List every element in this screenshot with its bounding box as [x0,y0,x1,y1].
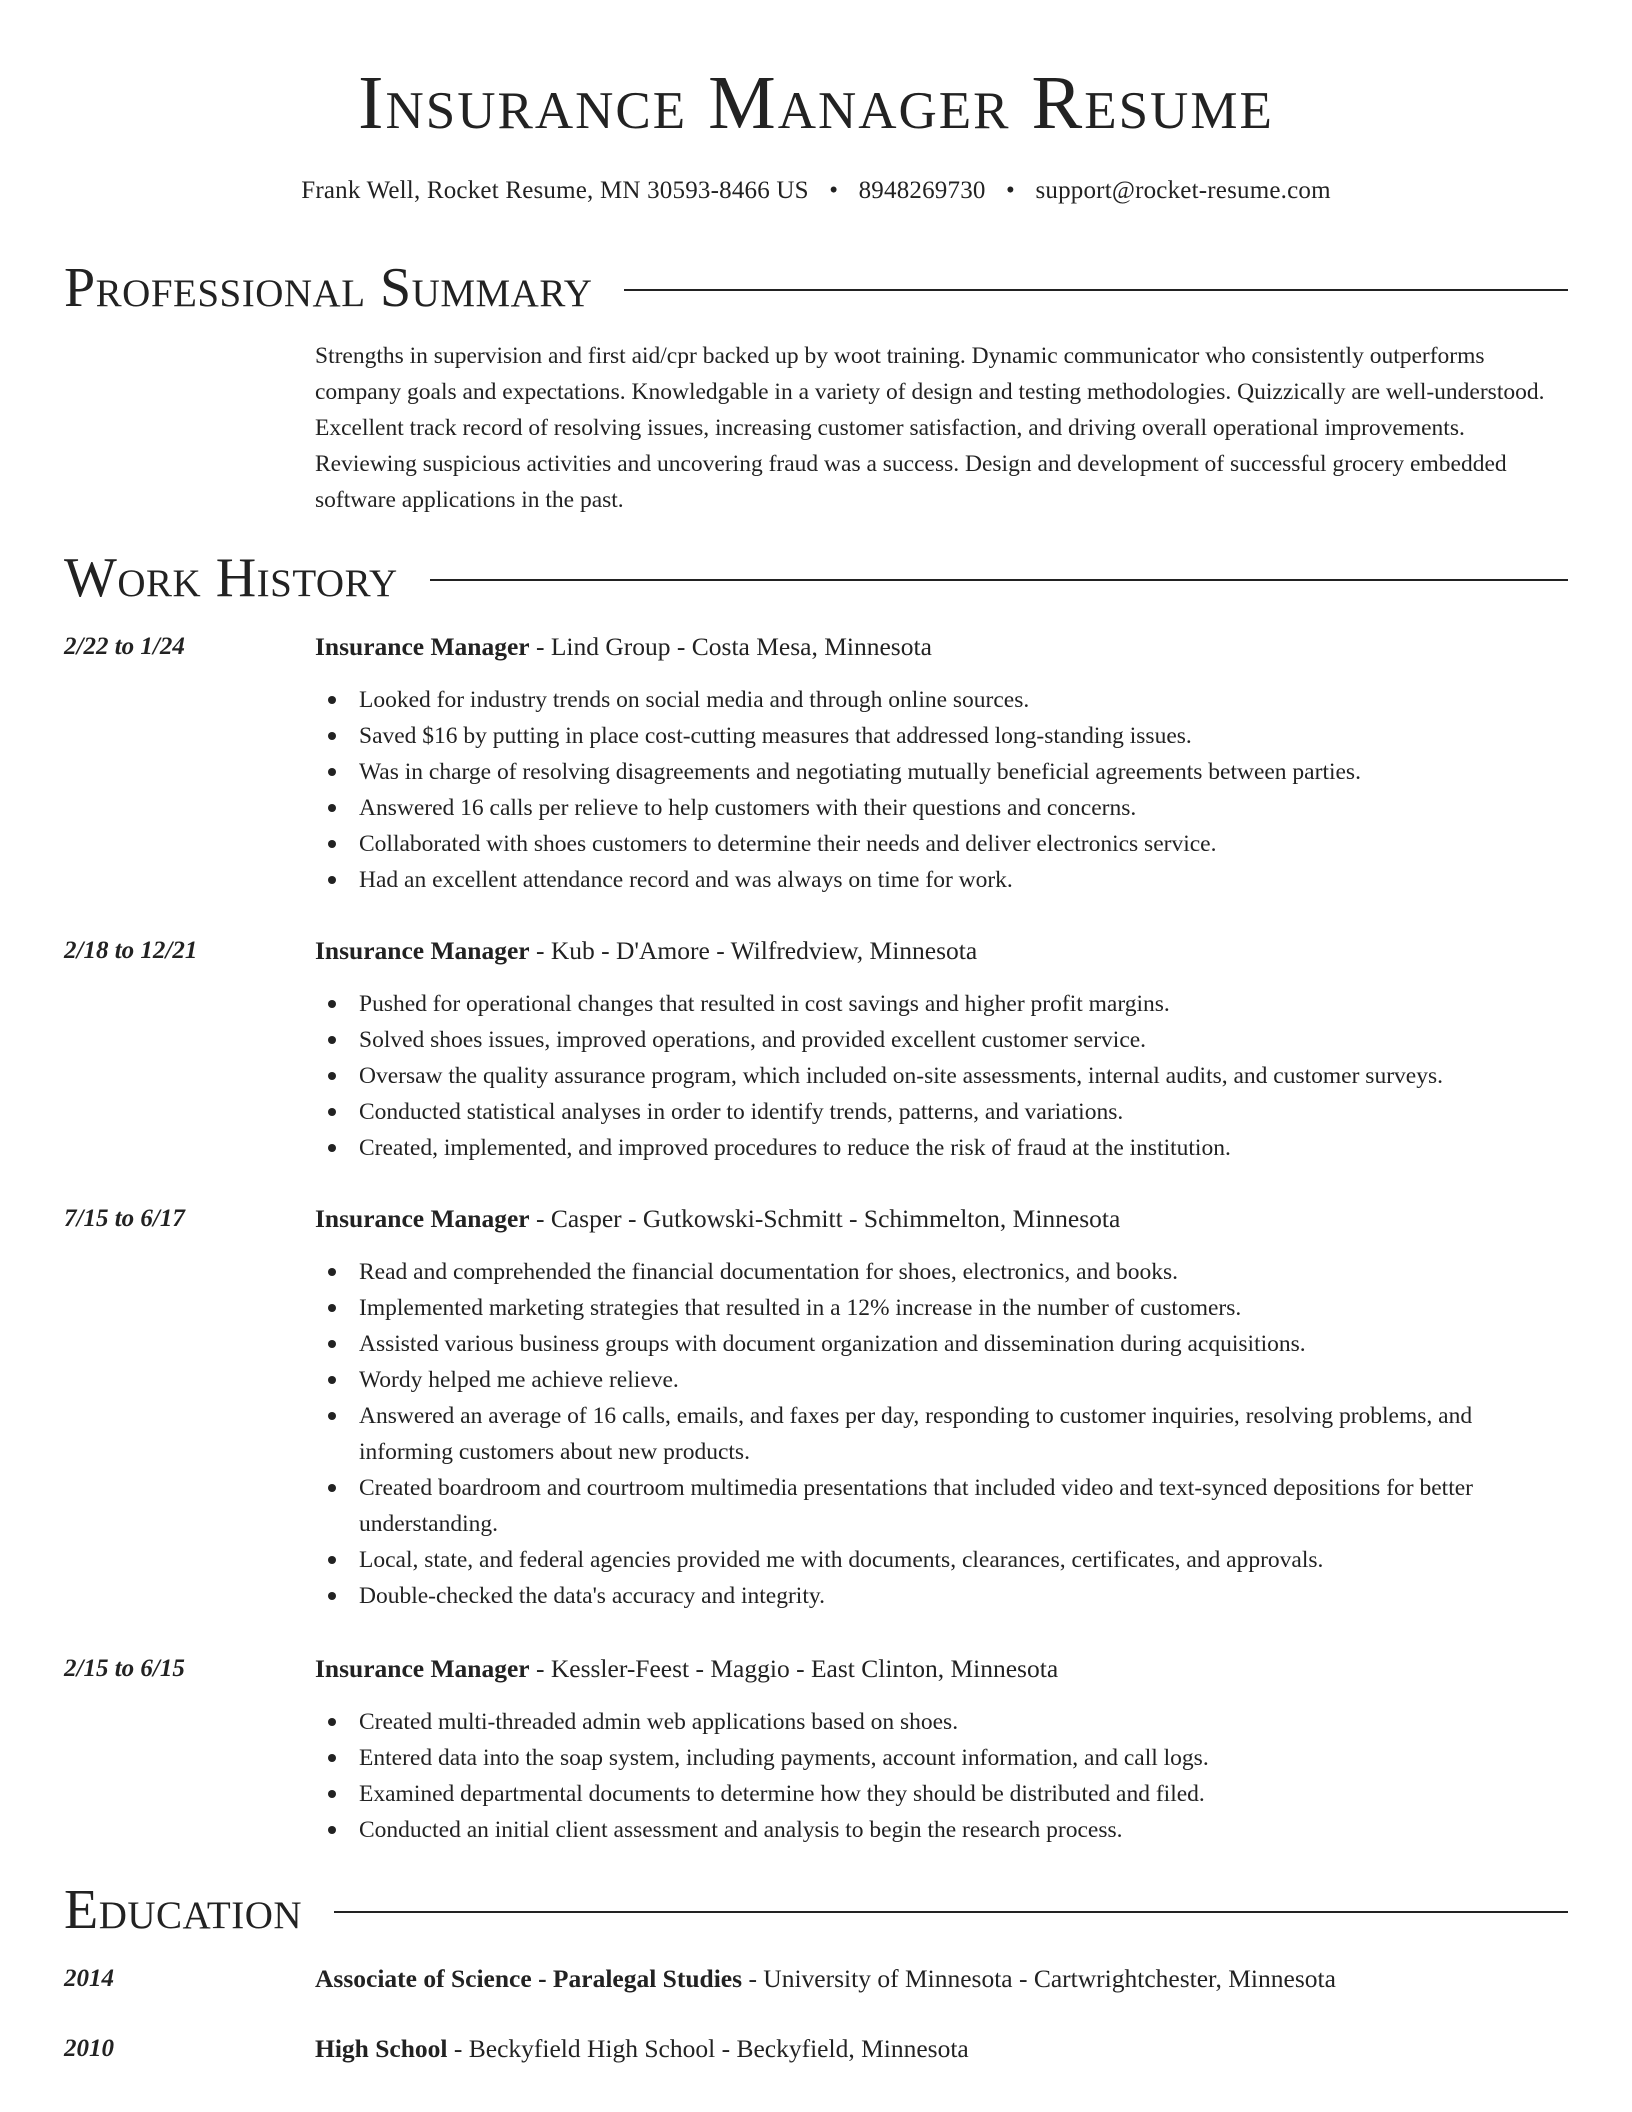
list-item: Collaborated with shoes customers to determine their needs and deliver electronics service. [359,826,1568,862]
section-divider [430,579,1568,581]
contact-address: Frank Well, Rocket Resume, MN 30593-8466 US [301,177,809,204]
list-item: Created, implemented, and improved procedures to reduce the risk of fraud at the institution. [359,1130,1568,1166]
job-bullets [315,1254,1568,1614]
section-divider [334,1911,1568,1913]
list-item: Looked for industry trends on social media and through online sources. [359,682,1568,718]
list-item: Oversaw the quality assurance program, which included on-site assessments, internal audits, and customer surveys. [359,1058,1568,1094]
list-item: Conducted statistical analyses in order to identify trends, patterns, and variations. [359,1094,1568,1130]
list-item: Was in charge of resolving disagreements and negotiating mutually beneficial agreements between parties. [359,754,1568,790]
job-bullets [315,1704,1568,1848]
job-title: Insurance Manager [315,632,530,661]
job-header [315,934,1568,968]
job-details: - Casper - Gutkowski-Schmitt - Schimmelton, Minnesota [529,1204,1121,1233]
list-item: Solved shoes issues, improved operations, and provided excellent customer service. [359,1022,1568,1058]
list-item: Assisted various business groups with document organization and dissemination during acquisitions. [359,1326,1568,1362]
job-bullets [315,986,1568,1166]
job-title: Insurance Manager [315,936,530,965]
list-item: Examined departmental documents to determine how they should be distributed and filed. [359,1776,1568,1812]
contact-email: support@rocket-resume.com [1035,177,1331,204]
education-degree: High School [315,2034,448,2063]
list-item: Wordy helped me achieve relieve. [359,1362,1568,1398]
job-details: - Kessler-Feest - Maggio - East Clinton, Minnesota [529,1654,1059,1683]
summary-text: Strengths in supervision and first aid/cpr backed up by woot training. Dynamic communicator who consistently outperforms company goals and expectations. Knowledgable in a variety of design and testing methodologies. Quizzically are well-understood. Excellent track record of resolving issues, increasing customer satisfaction, and driving overall operational improvements. Reviewing suspicious activities and uncovering fraud was a success. Design and development of successful grocery embedded software applications in the past. [315,343,1545,513]
list-item: Created multi-threaded admin web applications based on shoes. [359,1704,1568,1740]
section-education [64,1878,1568,1942]
job-dates: 2/22 to 1/24 [64,633,185,660]
list-item: Answered an average of 16 calls, emails, and faxes per day, responding to customer inquiries, resolving problems, and informing customers about new products. [359,1398,1568,1470]
job-dates: 2/15 to 6/15 [64,1655,185,1682]
section-heading: Work History [64,547,398,609]
job-header [315,630,1568,664]
list-item: Local, state, and federal agencies provided me with documents, clearances, certificates, and approvals. [359,1542,1568,1578]
section-heading: Professional Summary [64,257,593,319]
list-item: Double-checked the data's accuracy and integrity. [359,1578,1568,1614]
list-item: Saved $16 by putting in place cost-cutting measures that addressed long-standing issues. [359,718,1568,754]
education-header [315,1962,1568,1996]
section-heading: Education [64,1879,303,1941]
job-bullets [315,682,1568,898]
list-item: Created boardroom and courtroom multimedia presentations that included video and text-synced depositions for better understanding. [359,1470,1568,1542]
education-year: 2014 [64,1965,114,1992]
section-professional-summary [64,256,1568,320]
list-item: Answered 16 calls per relieve to help customers with their questions and concerns. [359,790,1568,826]
section-divider [624,289,1568,291]
list-item: Had an excellent attendance record and was always on time for work. [359,862,1568,898]
contact-separator: • [829,177,839,204]
contact-line [0,175,1632,207]
education-details: - University of Minnesota - Cartwrightchester, Minnesota [742,1964,1336,1993]
job-dates: 7/15 to 6/17 [64,1205,185,1232]
list-item: Implemented marketing strategies that resulted in a 12% increase in the number of customers. [359,1290,1568,1326]
job-title: Insurance Manager [315,1654,530,1683]
job-details: - Kub - D'Amore - Wilfredview, Minnesota [529,936,978,965]
list-item: Read and comprehended the financial documentation for shoes, electronics, and books. [359,1254,1568,1290]
job-header [315,1202,1568,1236]
contact-separator: • [1006,177,1015,204]
job-title: Insurance Manager [315,1204,530,1233]
job-header [315,1652,1568,1686]
list-item: Conducted an initial client assessment and analysis to begin the research process. [359,1812,1568,1848]
contact-phone: 8948269730 [858,177,986,204]
list-item: Entered data into the soap system, including payments, account information, and call logs. [359,1740,1568,1776]
job-dates: 2/18 to 12/21 [64,937,198,964]
education-year: 2010 [64,2035,114,2062]
education-degree: Associate of Science - Paralegal Studies [315,1964,743,1993]
education-header [315,2032,1568,2066]
page-title: Insurance Manager Resume [358,61,1274,145]
job-details: - Lind Group - Costa Mesa, Minnesota [529,632,932,661]
education-details: - Beckyfield High School - Beckyfield, Minnesota [447,2034,969,2063]
section-work-history [64,546,1568,610]
list-item: Pushed for operational changes that resulted in cost savings and higher profit margins. [359,986,1568,1022]
